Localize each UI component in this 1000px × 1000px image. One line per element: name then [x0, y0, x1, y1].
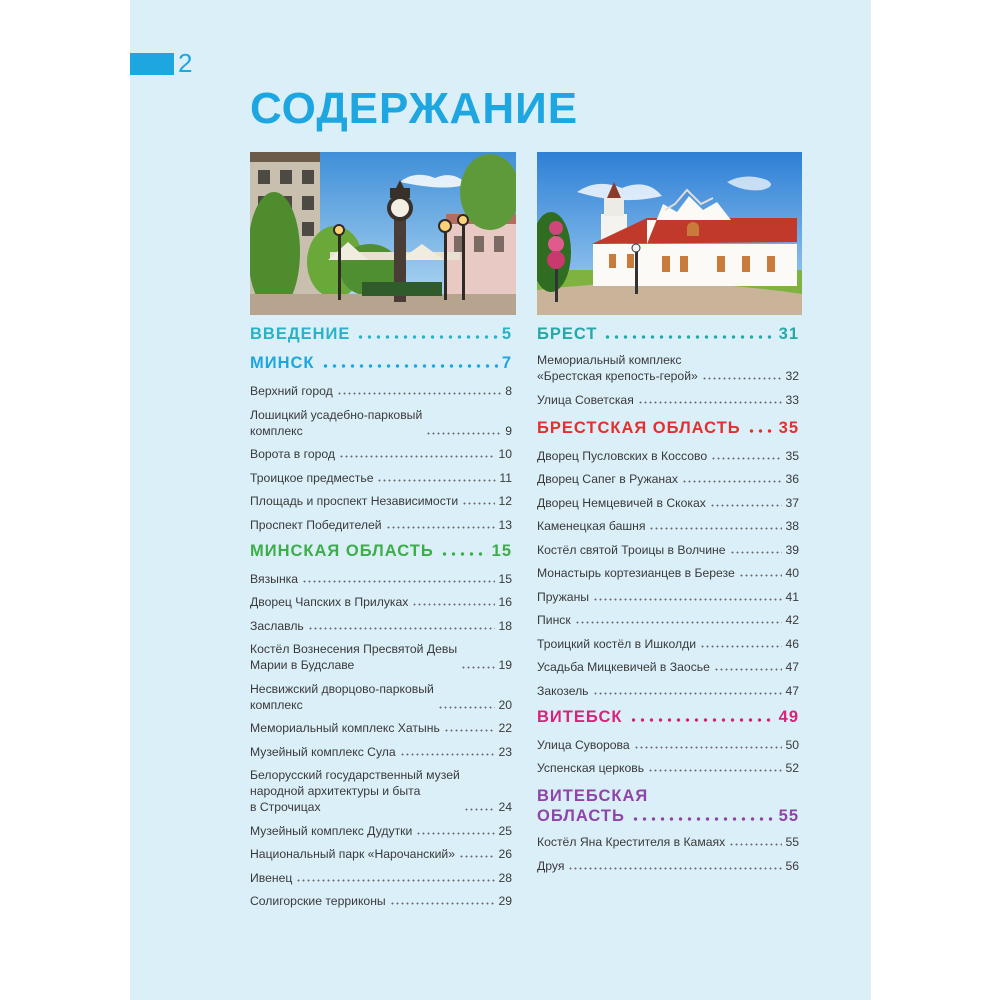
dot-leader: [356, 335, 497, 339]
toc-entry[interactable]: Троицкое предместье 11: [250, 470, 512, 485]
section-page: 5: [501, 325, 512, 343]
toc-section-minsk: [250, 353, 512, 533]
toc-section-minsk-region: [250, 541, 512, 910]
dot-leader: [711, 457, 782, 460]
section-title-line2: ОБЛАСТЬ: [537, 807, 625, 825]
section-title: МИНСКАЯ ОБЛАСТЬ: [250, 541, 434, 560]
section-page: 49: [778, 707, 799, 726]
section-page: 55: [778, 807, 799, 825]
toc-entry[interactable]: Пинск 42: [537, 613, 799, 627]
dot-leader: [308, 627, 496, 630]
toc-section-brest: [537, 324, 799, 408]
dot-leader: [638, 401, 783, 404]
section-title-line1: ВИТЕБСКАЯ: [537, 787, 649, 805]
toc-entry[interactable]: Улица Советская 33: [537, 392, 799, 407]
toc-heading-vitebsk-region[interactable]: [537, 786, 799, 826]
section-page: 35: [778, 418, 799, 437]
section-title: МИНСК: [250, 354, 315, 372]
toc-entry[interactable]: Закозель 47: [537, 683, 799, 698]
toc-entry[interactable]: Костёл Яна Крестителя в Камаях 55: [537, 835, 799, 849]
dot-leader: [575, 621, 783, 624]
dot-leader: [629, 718, 775, 722]
section-title: ВВЕДЕНИЕ: [250, 325, 351, 343]
section-title: БРЕСТ: [537, 325, 598, 343]
dot-leader: [603, 335, 774, 339]
dot-leader: [747, 429, 775, 433]
dot-leader: [631, 817, 775, 821]
dot-leader: [461, 666, 495, 669]
toc-entry[interactable]: Улица Суворова 50: [537, 737, 799, 752]
dot-leader: [730, 551, 783, 554]
dot-leader: [464, 808, 496, 811]
toc-entry[interactable]: Мемориальный комплекс «Брестская крепость-герой» 32: [537, 353, 799, 383]
toc-entry[interactable]: Белорусский государственный музей народной архитектуры и быта в Строчицах 24: [250, 768, 512, 814]
brest-region-entries: [537, 448, 799, 699]
dot-leader: [386, 526, 496, 529]
vitebsk-region-entries: [537, 834, 799, 874]
dot-leader: [710, 504, 783, 507]
section-page: 7: [501, 354, 512, 372]
toc-heading-minsk-region[interactable]: [250, 541, 512, 561]
toc-entry[interactable]: Дворец Немцевичей в Скоках 37: [537, 495, 799, 510]
toc-entry[interactable]: Ворота в город 10: [250, 447, 512, 461]
dot-leader: [296, 879, 495, 882]
toc-entry[interactable]: Ивенец 28: [250, 870, 512, 885]
dot-leader: [729, 843, 782, 846]
dot-leader: [438, 706, 496, 709]
toc-heading-brest-region[interactable]: [537, 418, 799, 438]
toc-entry[interactable]: Дворец Пусловских в Коссово 35: [537, 448, 799, 463]
toc-entry[interactable]: Музейный комплекс Сула 23: [250, 744, 512, 759]
toc-entry[interactable]: Заславль 18: [250, 618, 512, 633]
dot-leader: [412, 603, 495, 606]
toc-section-intro: [250, 324, 512, 344]
dot-leader: [321, 364, 498, 368]
dot-leader: [634, 746, 783, 749]
page-number: 2: [178, 48, 193, 78]
dot-leader: [714, 668, 783, 671]
toc-entry[interactable]: Успенская церковь 52: [537, 761, 799, 775]
dot-leader: [462, 502, 495, 505]
street-clock-photo: [250, 152, 516, 315]
toc-entry[interactable]: Лошицкий усадебно-парковый комплекс 9: [250, 407, 512, 438]
toc-section-vitebsk: [537, 707, 799, 777]
toc-entry[interactable]: Музейный комплекс Дудутки 25: [250, 823, 512, 838]
toc-entry[interactable]: Солигорские терриконы 29: [250, 894, 512, 908]
section-title: ВИТЕБСК: [537, 707, 623, 726]
toc-heading-intro[interactable]: [250, 324, 512, 344]
minsk-region-entries: [250, 571, 512, 910]
toc-entry[interactable]: Костёл Вознесения Пресвятой Девы Марии в Будславе 19: [250, 642, 512, 672]
section-title: БРЕСТСКАЯ ОБЛАСТЬ: [537, 418, 741, 437]
dot-leader: [390, 902, 496, 905]
toc-section-vitebsk-region: [537, 786, 799, 874]
toc-entry[interactable]: Каменецкая башня 38: [537, 519, 799, 533]
dot-leader: [700, 645, 782, 648]
toc-heading-brest[interactable]: [537, 324, 799, 344]
toc-entry[interactable]: Троицкий костёл в Ишколди 46: [537, 636, 799, 651]
toc-entry[interactable]: Дворец Сапег в Ружанах 36: [537, 472, 799, 486]
dot-leader: [302, 580, 495, 583]
toc-entry[interactable]: Костёл святой Троицы в Волчине 39: [537, 542, 799, 557]
section-page: 31: [778, 325, 799, 343]
toc-entry[interactable]: Монастырь кортезианцев в Березе 40: [537, 566, 799, 580]
toc-entry[interactable]: Площадь и проспект Независимости 12: [250, 494, 512, 508]
toc-heading-vitebsk[interactable]: [537, 707, 799, 727]
dot-leader: [426, 432, 502, 435]
dot-leader: [459, 855, 495, 858]
toc-entry[interactable]: Вязынка 15: [250, 571, 512, 586]
toc-left-column: [250, 324, 512, 917]
toc-entry[interactable]: Мемориальный комплекс Хатынь 22: [250, 721, 512, 735]
dot-leader: [739, 574, 783, 577]
dot-leader: [440, 552, 488, 556]
dot-leader: [337, 392, 502, 395]
vitebsk-entries: [537, 737, 799, 777]
toc-right-column: [537, 324, 799, 881]
toc-entry[interactable]: Несвижский дворцово-парковый комплекс 20: [250, 681, 512, 712]
page-title: СОДЕРЖАНИЕ: [250, 84, 579, 133]
dot-leader: [593, 598, 782, 601]
dot-leader: [400, 753, 496, 756]
dot-leader: [377, 479, 496, 482]
toc-entry[interactable]: Национальный парк «Нарочанский» 26: [250, 847, 512, 861]
dot-leader: [649, 527, 782, 530]
toc-entry[interactable]: Пружаны 41: [537, 589, 799, 604]
white-red-roof-palace-photo: [537, 152, 802, 315]
section-page: 15: [491, 541, 512, 560]
section-title-line2-row: [537, 806, 799, 826]
toc-entry[interactable]: Верхний город 8: [250, 384, 512, 398]
contents-page: [130, 0, 871, 1000]
toc-heading-minsk[interactable]: [250, 353, 512, 373]
dot-leader: [702, 377, 783, 380]
dot-leader: [682, 480, 782, 483]
toc-entry[interactable]: Друя 56: [537, 858, 799, 873]
toc-section-brest-region: [537, 418, 799, 699]
toc-entry[interactable]: Проспект Победителей 13: [250, 517, 512, 532]
toc-entry[interactable]: Дворец Чапских в Прилуках 16: [250, 595, 512, 609]
page-number-bar: [130, 53, 174, 75]
dot-leader: [339, 455, 495, 458]
toc-entry[interactable]: Усадьба Мицкевичей в Заосье 47: [537, 660, 799, 674]
dot-leader: [648, 769, 782, 772]
brest-entries: [537, 352, 799, 408]
dot-leader: [593, 692, 783, 695]
dot-leader: [444, 729, 496, 732]
dot-leader: [416, 832, 495, 835]
minsk-entries: [250, 383, 512, 533]
dot-leader: [568, 867, 782, 870]
